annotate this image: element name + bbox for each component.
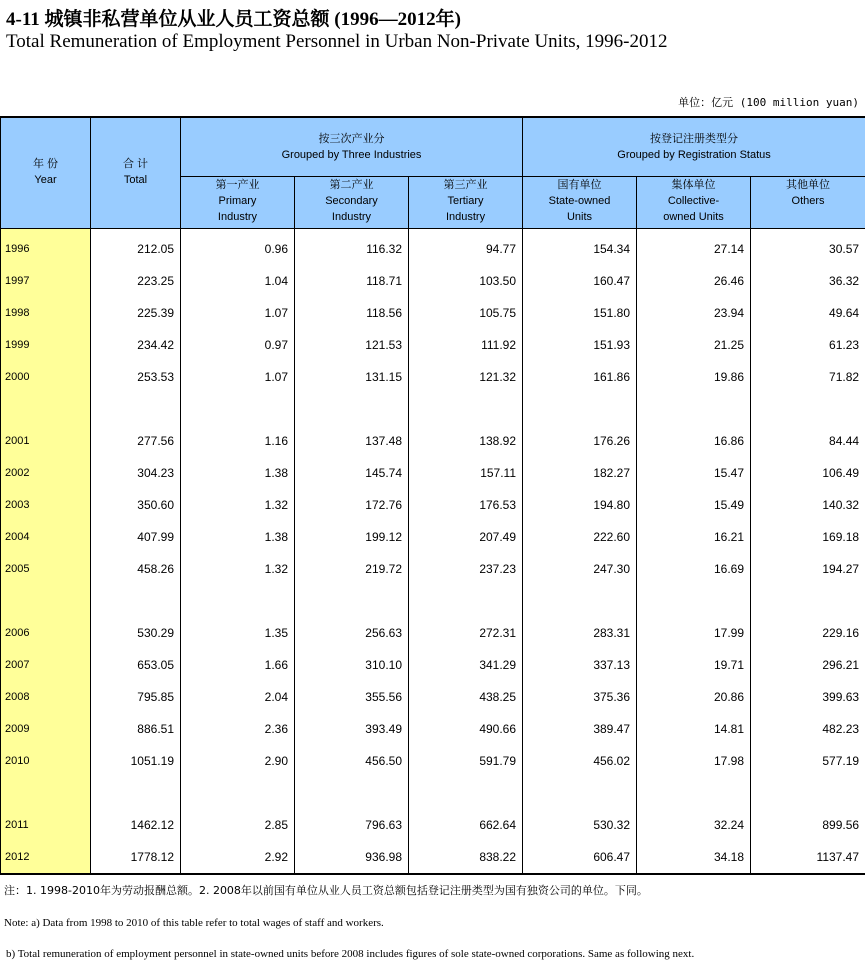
year-cell: 2011	[1, 809, 91, 841]
note-cn: 注：1. 1998-2010年为劳动报酬总额。2. 2008年以前国有单位从业人员工资总额包括登记注册类型为国有独资公司的单位。下同。	[4, 884, 648, 897]
value-cell: 212.05	[91, 229, 181, 266]
value-cell: 16.69	[637, 553, 751, 585]
value-cell: 194.80	[523, 489, 637, 521]
header-collective-en2: owned Units	[663, 211, 724, 223]
header-group-industries-en: Grouped by Three Industries	[281, 149, 422, 161]
header-total-cn: 合 计	[122, 158, 149, 170]
header-primary	[181, 177, 295, 229]
value-cell	[91, 585, 181, 617]
year-cell: 2005	[1, 553, 91, 585]
year-cell: 2001	[1, 425, 91, 457]
header-collective-en1: Collective-	[667, 195, 720, 207]
value-cell: 1.38	[181, 521, 295, 553]
value-cell	[523, 585, 637, 617]
header-tertiary-cn: 第三产业	[443, 179, 488, 191]
value-cell	[181, 777, 295, 809]
value-cell: 341.29	[409, 649, 523, 681]
year-cell: 2008	[1, 681, 91, 713]
value-cell: 105.75	[409, 297, 523, 329]
value-cell: 796.63	[295, 809, 409, 841]
value-cell: 253.53	[91, 361, 181, 393]
value-cell	[91, 393, 181, 425]
value-cell: 256.63	[295, 617, 409, 649]
value-cell	[637, 777, 751, 809]
value-cell: 103.50	[409, 265, 523, 297]
header-state-cn: 国有单位	[557, 179, 602, 191]
year-cell: 2007	[1, 649, 91, 681]
value-cell: 296.21	[751, 649, 865, 681]
value-cell	[295, 393, 409, 425]
table-row	[1, 457, 865, 489]
value-cell: 182.27	[523, 457, 637, 489]
value-cell: 237.23	[409, 553, 523, 585]
header-year-cn: 年 份	[32, 158, 59, 170]
table-row	[1, 809, 865, 841]
header-state-en2: Units	[566, 211, 593, 223]
header-secondary-en2: Industry	[331, 211, 372, 223]
value-cell: 899.56	[751, 809, 865, 841]
value-cell: 1462.12	[91, 809, 181, 841]
value-cell: 490.66	[409, 713, 523, 745]
year-cell: 2004	[1, 521, 91, 553]
value-cell	[181, 393, 295, 425]
value-cell: 94.77	[409, 229, 523, 266]
value-cell: 26.46	[637, 265, 751, 297]
header-others-en1: Others	[791, 195, 825, 207]
value-cell: 16.21	[637, 521, 751, 553]
year-cell: 2002	[1, 457, 91, 489]
table-row	[1, 649, 865, 681]
header-total-en: Total	[123, 174, 148, 186]
value-cell: 169.18	[751, 521, 865, 553]
value-cell: 19.86	[637, 361, 751, 393]
table-row	[1, 521, 865, 553]
value-cell: 19.71	[637, 649, 751, 681]
header-secondary-cn: 第二产业	[329, 179, 374, 191]
value-cell: 355.56	[295, 681, 409, 713]
value-cell: 0.97	[181, 329, 295, 361]
header-state-en1: State-owned	[548, 195, 611, 207]
value-cell: 1.32	[181, 489, 295, 521]
value-cell: 438.25	[409, 681, 523, 713]
value-cell: 49.64	[751, 297, 865, 329]
value-cell: 337.13	[523, 649, 637, 681]
header-group-registration-cn: 按登记注册类型分	[650, 133, 739, 145]
page-title-cn: 4-11 城镇非私营单位从业人员工资总额 (1996—2012年)	[6, 9, 461, 30]
year-cell: 2009	[1, 713, 91, 745]
page-title-en: Total Remuneration of Employment Personnel in Urban Non-Private Units, 1996-2012	[6, 31, 668, 52]
value-cell: 30.57	[751, 229, 865, 266]
value-cell: 36.32	[751, 265, 865, 297]
value-cell: 1.04	[181, 265, 295, 297]
header-group-industries-cn: 按三次产业分	[318, 133, 385, 145]
value-cell: 160.47	[523, 265, 637, 297]
header-primary-en2: Industry	[217, 211, 258, 223]
header-group-registration	[523, 117, 865, 177]
value-cell	[523, 393, 637, 425]
value-cell: 15.49	[637, 489, 751, 521]
value-cell: 482.23	[751, 713, 865, 745]
value-cell: 151.93	[523, 329, 637, 361]
spacer-row	[1, 393, 865, 425]
value-cell: 194.27	[751, 553, 865, 585]
value-cell: 16.86	[637, 425, 751, 457]
header-primary-en1: Primary	[218, 195, 257, 207]
value-cell	[91, 777, 181, 809]
value-cell	[295, 585, 409, 617]
value-cell: 399.63	[751, 681, 865, 713]
value-cell: 456.02	[523, 745, 637, 777]
value-cell: 27.14	[637, 229, 751, 266]
year-cell: 1999	[1, 329, 91, 361]
value-cell: 530.32	[523, 809, 637, 841]
value-cell: 407.99	[91, 521, 181, 553]
value-cell: 1.07	[181, 297, 295, 329]
value-cell: 375.36	[523, 681, 637, 713]
table-row	[1, 745, 865, 777]
header-group-industries	[181, 117, 523, 177]
value-cell	[751, 777, 865, 809]
value-cell	[523, 777, 637, 809]
value-cell: 176.53	[409, 489, 523, 521]
value-cell: 222.60	[523, 521, 637, 553]
value-cell: 121.53	[295, 329, 409, 361]
value-cell: 172.76	[295, 489, 409, 521]
value-cell: 15.47	[637, 457, 751, 489]
value-cell: 151.80	[523, 297, 637, 329]
table-row	[1, 713, 865, 745]
value-cell	[409, 777, 523, 809]
value-cell: 350.60	[91, 489, 181, 521]
value-cell: 229.16	[751, 617, 865, 649]
header-group-registration-en: Grouped by Registration Status	[617, 149, 771, 161]
value-cell: 456.50	[295, 745, 409, 777]
value-cell: 662.64	[409, 809, 523, 841]
header-total	[91, 117, 181, 229]
value-cell: 591.79	[409, 745, 523, 777]
year-cell: 2006	[1, 617, 91, 649]
note-b: b) Total remuneration of employment personnel in state-owned units before 2008 includes figures of sole state-owned corporations. Same as following next.	[6, 948, 695, 960]
table-row	[1, 681, 865, 713]
value-cell: 161.86	[523, 361, 637, 393]
value-cell: 140.32	[751, 489, 865, 521]
value-cell: 61.23	[751, 329, 865, 361]
value-cell: 71.82	[751, 361, 865, 393]
value-cell: 121.32	[409, 361, 523, 393]
header-tertiary-en2: Industry	[445, 211, 486, 223]
value-cell: 111.92	[409, 329, 523, 361]
value-cell: 199.12	[295, 521, 409, 553]
value-cell: 1778.12	[91, 841, 181, 874]
year-cell: 2000	[1, 361, 91, 393]
table-body	[1, 229, 865, 875]
value-cell: 530.29	[91, 617, 181, 649]
year-cell: 1998	[1, 297, 91, 329]
header-secondary	[295, 177, 409, 229]
value-cell	[637, 585, 751, 617]
value-cell: 2.90	[181, 745, 295, 777]
table-row	[1, 329, 865, 361]
value-cell: 458.26	[91, 553, 181, 585]
value-cell: 1.66	[181, 649, 295, 681]
value-cell	[751, 585, 865, 617]
value-cell: 1051.19	[91, 745, 181, 777]
value-cell: 219.72	[295, 553, 409, 585]
header-others-cn: 其他单位	[786, 179, 831, 191]
value-cell: 577.19	[751, 745, 865, 777]
year-cell: 1996	[1, 229, 91, 266]
value-cell: 34.18	[637, 841, 751, 874]
value-cell: 116.32	[295, 229, 409, 266]
value-cell	[637, 393, 751, 425]
value-cell	[181, 585, 295, 617]
spacer-row	[1, 777, 865, 809]
value-cell: 20.86	[637, 681, 751, 713]
value-cell: 304.23	[91, 457, 181, 489]
value-cell: 0.96	[181, 229, 295, 266]
value-cell: 84.44	[751, 425, 865, 457]
value-cell: 106.49	[751, 457, 865, 489]
year-cell	[1, 585, 91, 617]
value-cell: 277.56	[91, 425, 181, 457]
value-cell: 154.34	[523, 229, 637, 266]
year-cell: 2010	[1, 745, 91, 777]
value-cell: 234.42	[91, 329, 181, 361]
value-cell: 272.31	[409, 617, 523, 649]
header-secondary-en1: Secondary	[325, 195, 378, 207]
header-primary-cn: 第一产业	[215, 179, 260, 191]
value-cell: 1.16	[181, 425, 295, 457]
table-row	[1, 229, 865, 266]
value-cell: 137.48	[295, 425, 409, 457]
year-cell	[1, 777, 91, 809]
value-cell: 1.35	[181, 617, 295, 649]
table-row	[1, 553, 865, 585]
value-cell: 2.36	[181, 713, 295, 745]
value-cell	[295, 777, 409, 809]
value-cell	[751, 393, 865, 425]
year-cell: 2003	[1, 489, 91, 521]
value-cell: 21.25	[637, 329, 751, 361]
header-tertiary	[409, 177, 523, 229]
header-collective-cn: 集体单位	[671, 179, 716, 191]
value-cell: 138.92	[409, 425, 523, 457]
value-cell: 1.32	[181, 553, 295, 585]
header-year	[1, 117, 91, 229]
value-cell: 32.24	[637, 809, 751, 841]
table-row	[1, 617, 865, 649]
value-cell: 2.92	[181, 841, 295, 874]
header-collective	[637, 177, 751, 229]
value-cell: 17.99	[637, 617, 751, 649]
header-year-en: Year	[34, 174, 57, 186]
header-state-owned	[523, 177, 637, 229]
value-cell: 131.15	[295, 361, 409, 393]
table-row	[1, 841, 865, 874]
year-cell: 1997	[1, 265, 91, 297]
value-cell: 1.38	[181, 457, 295, 489]
spacer-row	[1, 585, 865, 617]
value-cell: 283.31	[523, 617, 637, 649]
value-cell: 223.25	[91, 265, 181, 297]
value-cell: 17.98	[637, 745, 751, 777]
value-cell: 2.85	[181, 809, 295, 841]
value-cell: 207.49	[409, 521, 523, 553]
table-row	[1, 265, 865, 297]
unit-label: 单位：亿元 (100 million yuan)	[678, 96, 859, 109]
table-row	[1, 297, 865, 329]
value-cell: 14.81	[637, 713, 751, 745]
table-row	[1, 361, 865, 393]
value-cell	[409, 585, 523, 617]
table-row	[1, 489, 865, 521]
value-cell: 936.98	[295, 841, 409, 874]
value-cell: 118.56	[295, 297, 409, 329]
value-cell: 389.47	[523, 713, 637, 745]
table-row	[1, 425, 865, 457]
header-others	[751, 177, 865, 229]
value-cell: 225.39	[91, 297, 181, 329]
value-cell: 247.30	[523, 553, 637, 585]
value-cell: 2.04	[181, 681, 295, 713]
value-cell: 157.11	[409, 457, 523, 489]
value-cell: 393.49	[295, 713, 409, 745]
value-cell: 1.07	[181, 361, 295, 393]
value-cell: 118.71	[295, 265, 409, 297]
header-tertiary-en1: Tertiary	[447, 195, 484, 207]
data-table	[0, 116, 865, 875]
value-cell: 1137.47	[751, 841, 865, 874]
value-cell: 310.10	[295, 649, 409, 681]
year-cell	[1, 393, 91, 425]
value-cell: 838.22	[409, 841, 523, 874]
value-cell: 606.47	[523, 841, 637, 874]
value-cell: 886.51	[91, 713, 181, 745]
value-cell: 653.05	[91, 649, 181, 681]
value-cell: 795.85	[91, 681, 181, 713]
value-cell: 145.74	[295, 457, 409, 489]
year-cell: 2012	[1, 841, 91, 874]
value-cell: 23.94	[637, 297, 751, 329]
value-cell	[409, 393, 523, 425]
value-cell: 176.26	[523, 425, 637, 457]
note-a: Note: a) Data from 1998 to 2010 of this table refer to total wages of staff and workers.	[4, 917, 384, 929]
